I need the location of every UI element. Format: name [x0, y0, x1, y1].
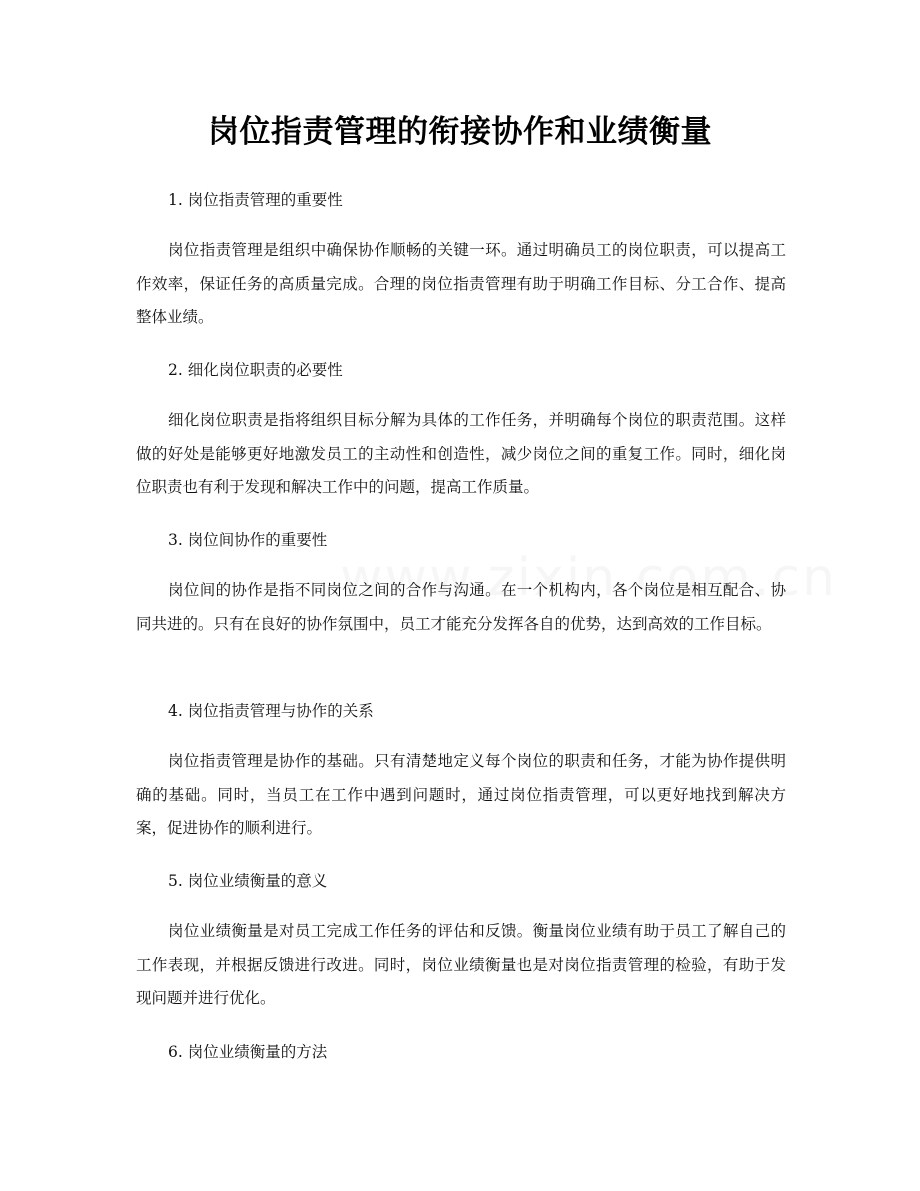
- section-6: [136, 1041, 786, 1063]
- section-1: [136, 189, 786, 335]
- section-heading: 2. 细化岗位职责的必要性: [168, 361, 343, 379]
- section-5: [136, 870, 786, 1016]
- section-paragraph: 岗位间的协作是指不同岗位之间的合作与沟通。在一个机构内，各个岗位是相互配合、协同共进的。只有在良好的协作氛围中，员工才能充分发挥各自的优势，达到高效的工作目标。: [136, 581, 786, 633]
- section-heading: 4. 岗位指责管理与协作的关系: [168, 702, 374, 720]
- section-2: [136, 359, 786, 505]
- section-heading: 1. 岗位指责管理的重要性: [168, 191, 343, 209]
- section-paragraph: 岗位指责管理是协作的基础。只有清楚地定义每个岗位的职责和任务，才能为协作提供明确的基础。同时，当员工在工作中遇到问题时，通过岗位指责管理，可以更好地找到解决方案，促进协作的顺利进行。: [136, 752, 786, 837]
- section-paragraph: 细化岗位职责是指将组织目标分解为具体的工作任务，并明确每个岗位的职责范围。这样做的好处是能够更好地激发员工的主动性和创造性，减少岗位之间的重复工作。同时，细化岗位职责也有利于发现和解决工作中的问题，提高工作质量。: [136, 411, 786, 496]
- section-heading: 6. 岗位业绩衡量的方法: [168, 1043, 328, 1061]
- section-heading: 5. 岗位业绩衡量的意义: [168, 872, 328, 890]
- section-4: [136, 700, 786, 846]
- section-heading: 3. 岗位间协作的重要性: [168, 531, 328, 549]
- section-3: [136, 529, 786, 641]
- section-paragraph: 岗位指责管理是组织中确保协作顺畅的关键一环。通过明确员工的岗位职责，可以提高工作效率，保证任务的高质量完成。合理的岗位指责管理有助于明确工作目标、分工合作、提高整体业绩。: [136, 241, 786, 326]
- section-paragraph: 岗位业绩衡量是对员工完成工作任务的评估和反馈。衡量岗位业绩有助于员工了解自己的工作表现，并根据反馈进行改进。同时，岗位业绩衡量也是对岗位指责管理的检验，有助于发现问题并进行优化。: [136, 922, 786, 1007]
- document-title: 岗位指责管理的衔接协作和业绩衡量: [208, 114, 712, 150]
